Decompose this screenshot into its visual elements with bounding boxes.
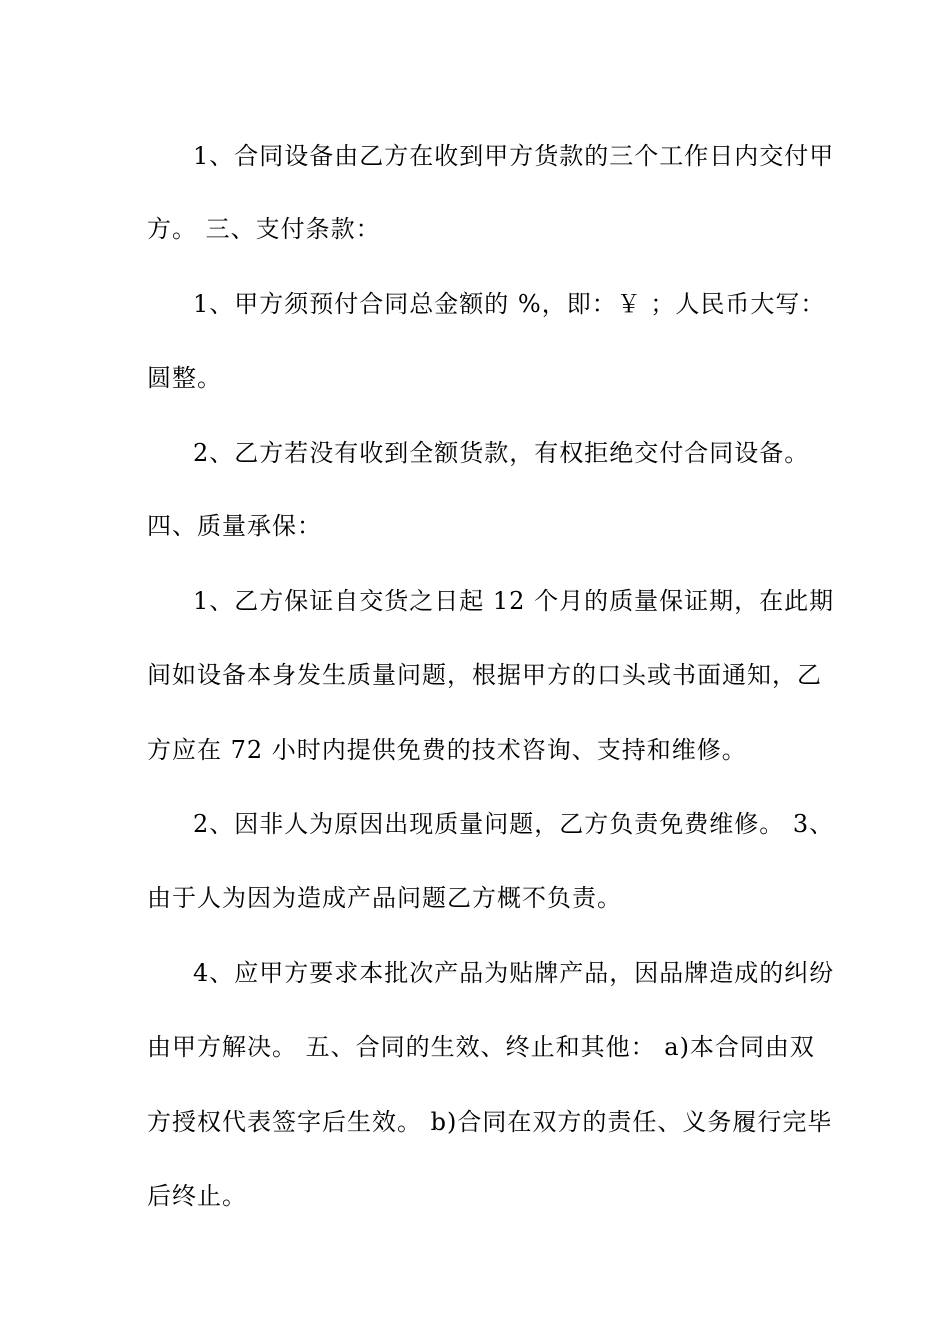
text-line: 4、应甲方要求本批次产品为贴牌产品，因品牌造成的纠纷 bbox=[193, 959, 835, 987]
text-line: 由于人为因为造成产品问题乙方概不负责。 bbox=[147, 884, 622, 912]
text-line: 间如设备本身发生质量问题，根据甲方的口头或书面通知，乙 bbox=[147, 661, 822, 689]
text-line: 1、乙方保证自交货之日起 12 个月的质量保证期，在此期 bbox=[193, 587, 835, 615]
text-line: 四、质量承保： bbox=[147, 512, 322, 540]
text-line: 方应在 72 小时内提供免费的技术咨询、支持和维修。 bbox=[147, 736, 747, 764]
text-line: 1、甲方须预付合同总金额的 %，即：￥ ；人民币大写： bbox=[193, 290, 826, 318]
text-line: 2、乙方若没有收到全额货款，有权拒绝交付合同设备。 bbox=[193, 439, 810, 467]
text-line: 方授权代表签字后生效。 b)合同在双方的责任、义务履行完毕 bbox=[147, 1108, 833, 1136]
text-line: 后终止。 bbox=[147, 1182, 247, 1210]
text-line: 2、因非人为原因出现质量问题，乙方负责免费维修。 3、 bbox=[193, 810, 835, 838]
text-line: 由甲方解决。 五、合同的生效、终止和其他： a)本合同由双 bbox=[147, 1033, 815, 1061]
text-line: 方。 三、支付条款： bbox=[147, 215, 381, 243]
text-line: 圆整。 bbox=[147, 364, 222, 392]
text-line: 1、合同设备由乙方在收到甲方货款的三个工作日内交付甲 bbox=[193, 142, 835, 170]
